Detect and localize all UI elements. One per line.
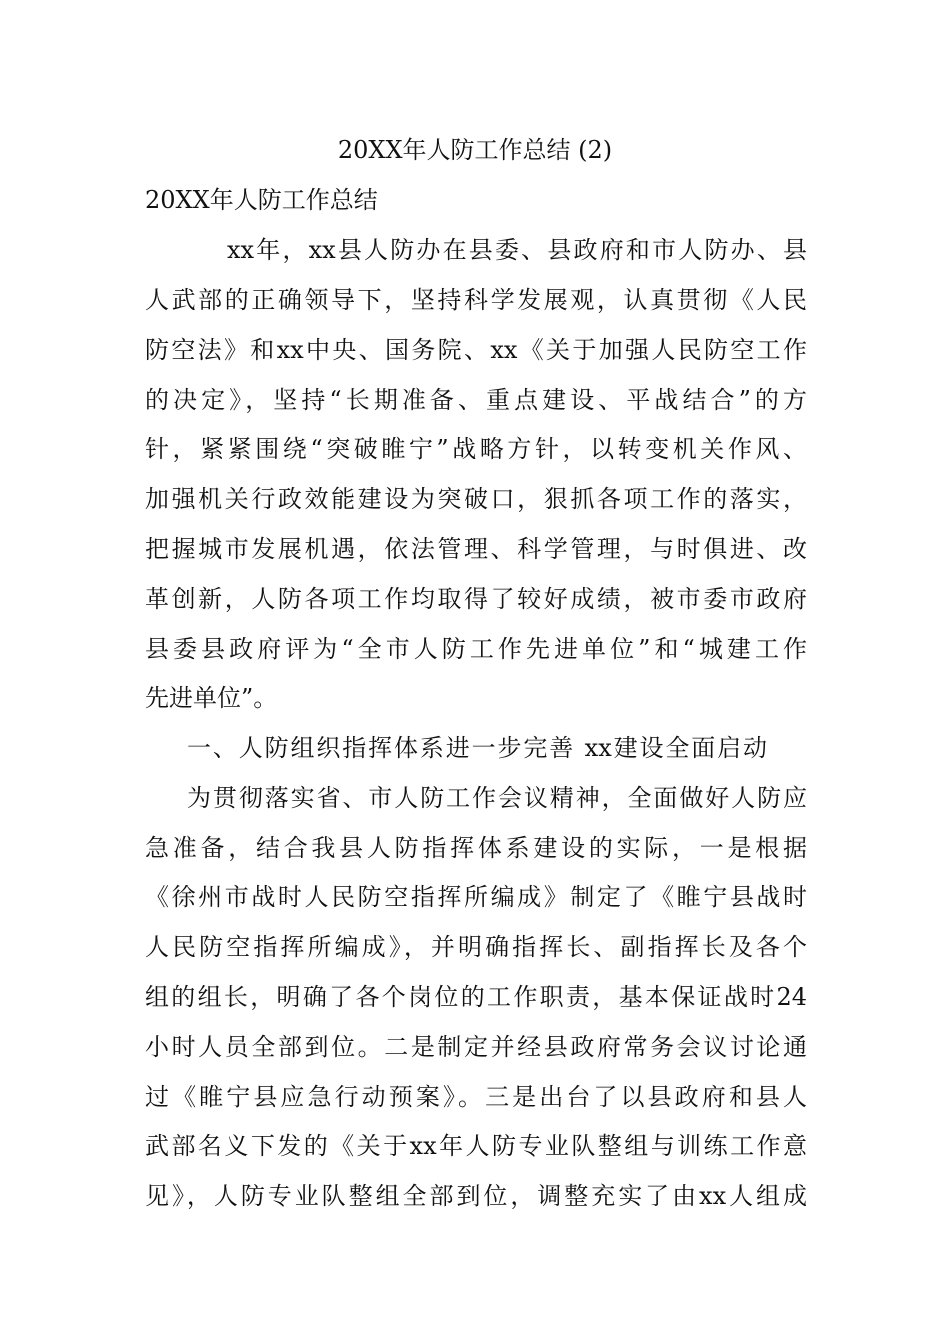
paragraph-line: 的决定》，坚持“长期准备、重点建设、平战结合”的方	[145, 386, 807, 414]
paragraph-line: 小时人员全部到位。二是制定并经县政府常务会议讨论通	[145, 1033, 807, 1061]
paragraph-line: 过《睢宁县应急行动预案》。三是出台了以县政府和县人	[145, 1083, 807, 1111]
paragraph-line: xx年，xx县人防办在县委、县政府和市人防办、县	[227, 236, 807, 264]
paragraph-line: 人民防空指挥所编成》，并明确指挥长、副指挥长及各个	[145, 933, 807, 961]
paragraph-line: 组的组长，明确了各个岗位的工作职责，基本保证战时24	[145, 983, 807, 1011]
paragraph-line: 人武部的正确领导下，坚持科学发展观，认真贯彻《人民	[145, 286, 807, 314]
paragraph-line: 针，紧紧围绕“突破睢宁”战略方针，以转变机关作风、	[145, 435, 807, 463]
paragraph-line: 革创新，人防各项工作均取得了较好成绩，被市委市政府	[145, 585, 807, 613]
paragraph-line: 为贯彻落实省、市人防工作会议精神，全面做好人防应	[187, 784, 807, 812]
paragraph-line: 先进单位”。	[145, 684, 278, 712]
paragraph-line: 县委县政府评为“全市人防工作先进单位”和“城建工作	[145, 635, 807, 663]
paragraph-line: 防空法》和xx中央、国务院、xx《关于加强人民防空工作	[145, 336, 807, 364]
document-title: 20XX年人防工作总结 (2)	[337, 136, 613, 164]
paragraph-line: 急准备，结合我县人防指挥体系建设的实际，一是根据	[145, 834, 807, 862]
paragraph-line: 《徐州市战时人民防空指挥所编成》制定了《睢宁县战时	[145, 883, 807, 911]
paragraph-line: 武部名义下发的《关于xx年人防专业队整组与训练工作意	[145, 1132, 807, 1160]
paragraph-line: 见》，人防专业队整组全部到位，调整充实了由xx人组成	[145, 1182, 807, 1210]
section-heading: 一、人防组织指挥体系进一步完善 xx建设全面启动	[187, 734, 767, 762]
paragraph-line: 加强机关行政效能建设为突破口，狠抓各项工作的落实，	[145, 485, 807, 513]
document-subtitle: 20XX年人防工作总结	[145, 186, 378, 214]
paragraph-line: 把握城市发展机遇，依法管理、科学管理，与时俱进、改	[145, 535, 807, 563]
